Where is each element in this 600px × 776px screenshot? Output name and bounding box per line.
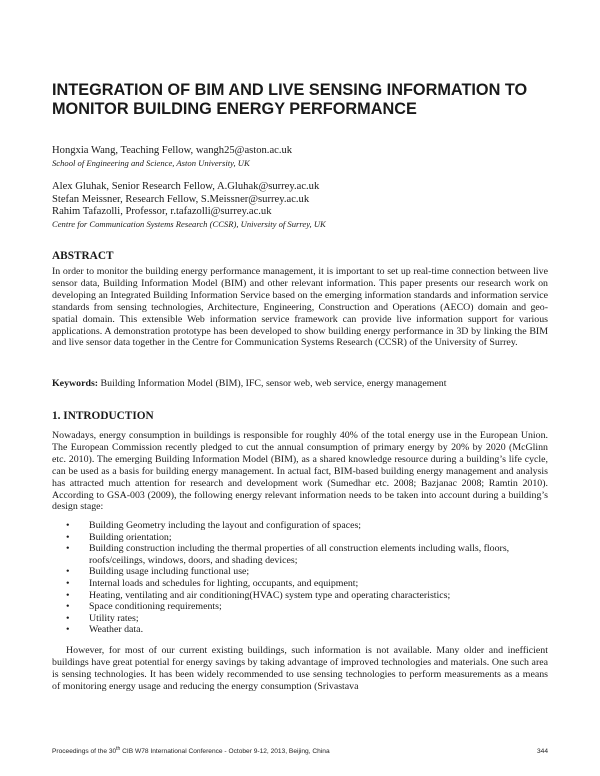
author-group-2 (52, 181, 326, 230)
list-item: • Building usage including functional use; (66, 566, 250, 578)
bullet-icon: • (66, 520, 70, 531)
abstract-heading: ABSTRACT (52, 250, 114, 262)
list-item: • Internal loads and schedules for lighting, occupants, and equipment; (66, 577, 359, 589)
list-item: • Building construction including the thermal properties of all construction elements including walls, floors, roofs/ceilings, windows, doors, and shading devices; (66, 543, 510, 566)
introduction-paragraph-2: However, for most of our current existing buildings, such information is not available. Many older and inefficient buildings have great potential for energy savings by taking advantage of improved technologies and materials. One such area is sensing technologies. It has been widely recommended to use sensing technologies to perform measurements as a means of monitoring energy usage and reducing the energy consumption (Srivastava (52, 645, 548, 692)
author-line: Stefan Meissner, Research Fellow, S.Meissner@surrey.ac.uk (52, 193, 310, 205)
affiliation-2: Centre for Communication Systems Research (CCSR), University of Surrey, UK (52, 218, 326, 229)
introduction-paragraph-1: Nowadays, energy consumption in buildings is responsible for roughly 40% of the total energy use in the European Union. The European Commission recently pledged to cut the annual consumption of primary energy by 20% by 2020 (McGlinn etc. 2010). The emerging Building Information Model (BIM), as a shared knowledge resource during a building’s life cycle, can be used as a basis for building energy management. In actual fact, BIM-based building energy management and analysis has attracted much attention for research and development work (Sumedhar etc. 2008; Bazjanac 2008; Ramtin 2010). According to GSA-003 (2009), the following energy relevant information needs to be taken into account during a building’s design stage: (52, 430, 548, 513)
abstract-text: In order to monitor the building energy performance management, it is important to set up real-time connection between live sensor data, Building Information Model (BIM) and other relevant information. This paper presents our research work on developing an Integrated Building Information Service based on the emerging information standards and information service standards from sensing technologies, Architecture, Engineering, Construction and Operations (AECO) domain and geo-spatial domain. This extensible Web information service framework can provide live information support for various applications. A demonstration prototype has been developed to show building energy performance in 3D by linking the BIM and live sensor data together in the Centre for Communication Systems Research (CCSR) of the University of Surrey. (52, 266, 548, 349)
affiliation-1: School of Engineering and Science, Aston University, UK (52, 157, 250, 168)
author-line: Alex Gluhak, Senior Research Fellow, A.Gluhak@surrey.ac.uk (52, 181, 320, 192)
bullet-icon: • (66, 601, 70, 613)
page-number: 344 (536, 748, 548, 755)
list-item: • Building Geometry including the layout and configuration of spaces; (66, 520, 362, 531)
list-item: • Utility rates; (66, 612, 139, 624)
bullet-icon: • (66, 543, 70, 555)
author-line: Rahim Tafazolli, Professor, r.tafazolli@surrey.ac.uk (52, 206, 272, 217)
title-line-2: MONITOR BUILDING ENERGY PERFORMANCE (52, 99, 417, 118)
list-item: • Heating, ventilating and air conditioning(HVAC) system type and operating characteristics; (66, 589, 451, 601)
bullet-icon: • (66, 531, 70, 543)
title-line-1: INTEGRATION OF BIM AND LIVE SENSING INFORMATION TO (52, 81, 528, 99)
list-item: • Weather data. (66, 624, 144, 636)
paper-title (52, 81, 552, 118)
page-footer (52, 747, 548, 756)
bullet-icon: • (66, 624, 70, 636)
footer-prefix: Proceedings of the 30 (52, 748, 117, 755)
list-item: • Space conditioning requirements; (66, 601, 222, 613)
footer-superscript: th (116, 745, 121, 752)
introduction-heading: 1. INTRODUCTION (52, 410, 154, 422)
bullet-icon: • (66, 612, 70, 624)
author-group-1 (52, 145, 292, 169)
keywords-text: Building Information Model (BIM), IFC, sensor web, web service, energy management (100, 378, 447, 389)
footer-suffix: CIB W78 International Conference - October 9-12, 2013, Beijing, China (120, 748, 330, 755)
bullet-icon: • (66, 577, 70, 589)
bullet-icon: • (66, 589, 70, 601)
bullet-icon: • (66, 566, 70, 578)
list-item: • Building orientation; (66, 531, 172, 543)
energy-info-list (52, 520, 548, 636)
keywords-label: Keywords: (52, 378, 99, 389)
author-line: Hongxia Wang, Teaching Fellow, wangh25@aston.ac.uk (52, 145, 293, 156)
keywords (52, 378, 548, 390)
